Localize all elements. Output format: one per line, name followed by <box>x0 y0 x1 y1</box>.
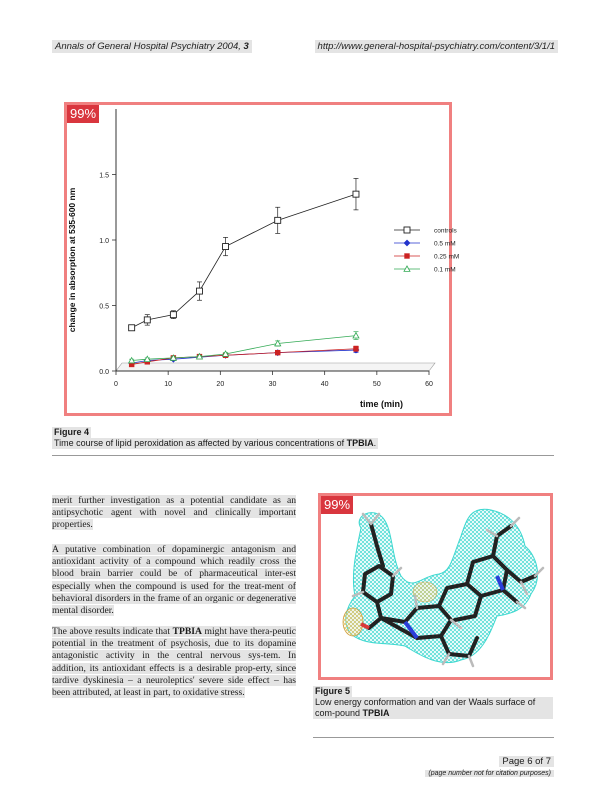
legend-marker-controls <box>404 227 410 233</box>
page-number-note: (page number not for citation purposes) <box>425 770 554 777</box>
x-axis-label: time (min) <box>359 399 403 409</box>
figure-5-confidence-badge: 99% <box>321 496 353 514</box>
legend-label-0-25-mm: 0.25 mM <box>434 253 460 261</box>
x-tick-label: 0 <box>114 381 118 388</box>
figure-4-caption-text <box>52 438 378 449</box>
data-point-0-25-mm <box>275 350 280 355</box>
running-header-url[interactable]: http://www.general-hospital-psychiatry.com/content/3/1/1 <box>315 40 558 53</box>
series-line-0-1-mm <box>132 336 356 361</box>
paragraph-3-compound: TPBIA <box>172 626 202 637</box>
data-point-controls <box>196 288 202 294</box>
figure-4-divider <box>52 455 554 456</box>
y-tick-label: 1.0 <box>99 238 109 245</box>
figure-4-caption-pre: Time course of lipid peroxidation as affected by various concentrations of <box>54 438 347 448</box>
journal-volume: 3 <box>243 41 249 52</box>
paragraph-1-text: merit further investigation as a potential candidate as an antipsychotic agent with novel and clinically important properties. <box>52 495 296 531</box>
figure-5-caption-compound: TPBIA <box>362 708 390 718</box>
figure-4-caption <box>52 427 552 449</box>
figure-4-title: Figure 4 <box>54 427 90 437</box>
legend-label-controls: controls <box>434 227 457 235</box>
paragraph-3-text <box>52 626 296 698</box>
journal-name: Annals of General Hospital Psychiatry 2004, <box>55 41 244 52</box>
paragraph-2 <box>52 544 296 617</box>
figure-5-caption <box>313 686 553 719</box>
series-line-controls <box>132 194 356 328</box>
molecule-image <box>321 496 550 677</box>
data-point-controls <box>170 312 176 318</box>
legend-label-0-1-mm: 0.1 mM <box>434 266 456 274</box>
figure-4-frame <box>64 102 460 416</box>
paragraph-3 <box>52 626 296 699</box>
x-tick-label: 20 <box>216 381 225 388</box>
figure-5-caption-text <box>313 697 553 719</box>
x-tick-label: 10 <box>164 381 173 388</box>
plot-floor <box>116 363 435 371</box>
figure-4-caption-compound: TPBIA <box>346 438 374 448</box>
x-tick-label: 60 <box>425 381 433 388</box>
data-point-0-1-mm <box>353 333 359 338</box>
running-header-journal <box>52 40 252 53</box>
legend-marker-0-25-mm <box>405 254 410 259</box>
data-point-controls <box>144 317 150 323</box>
y-tick-label: 0.0 <box>99 369 109 376</box>
figure-5-caption-pre: Low energy conformation and van der Waals surface of com-pound <box>315 697 536 718</box>
legend-marker-0-5-mm <box>404 240 410 246</box>
page-number: Page 6 of 7 <box>499 756 554 767</box>
data-point-controls <box>129 325 135 331</box>
x-tick-label: 50 <box>372 381 381 388</box>
data-point-controls <box>275 217 281 223</box>
vdw-surface-polar-region <box>343 608 363 636</box>
y-axis-label: change in absorption at 535-600 nm <box>67 187 77 333</box>
y-tick-label: 0.5 <box>99 303 109 311</box>
data-point-0-25-mm <box>354 346 359 351</box>
data-point-controls <box>223 244 229 250</box>
figure-5-title: Figure 5 <box>315 686 351 696</box>
series-line-0-5-mm <box>132 350 356 363</box>
paragraph-2-text: A putative combination of dopaminergic antagonism and antioxidant activity of a compound which readily cross the blood brain barrier could be of pharmaceutical inter-est especially when the compound is used for the treat-ment of behavioral disorders in the frame of an organic or degenerative mental disorder. <box>52 544 296 617</box>
figure-4-chart <box>67 105 460 413</box>
y-tick-label: 1.5 <box>99 172 109 180</box>
figure-5-frame <box>318 493 553 680</box>
paragraph-3-pre: The above results indicate that <box>52 626 173 637</box>
figure-5-divider <box>313 737 554 738</box>
x-tick-label: 40 <box>320 381 329 388</box>
paragraph-1 <box>52 495 296 532</box>
data-point-controls <box>353 191 359 197</box>
figure-4-caption-post: . <box>373 438 377 448</box>
legend-label-0-5-mm: 0.5 mM <box>434 240 456 248</box>
paragraph-3-post: might have thera-peutic potential in the treatment of psychosis, due to its dopamine antagonistic activity in the central nervous sys-tem. In addition, its antioxidant effects is a desirable prop-erty, since tardive dyskinesia – a neuroleptics' severe side effect – has been attributed, at least in part, to oxidative stress. <box>52 626 296 699</box>
x-tick-label: 30 <box>268 381 277 388</box>
figure-4-confidence-badge: 99% <box>67 105 99 123</box>
